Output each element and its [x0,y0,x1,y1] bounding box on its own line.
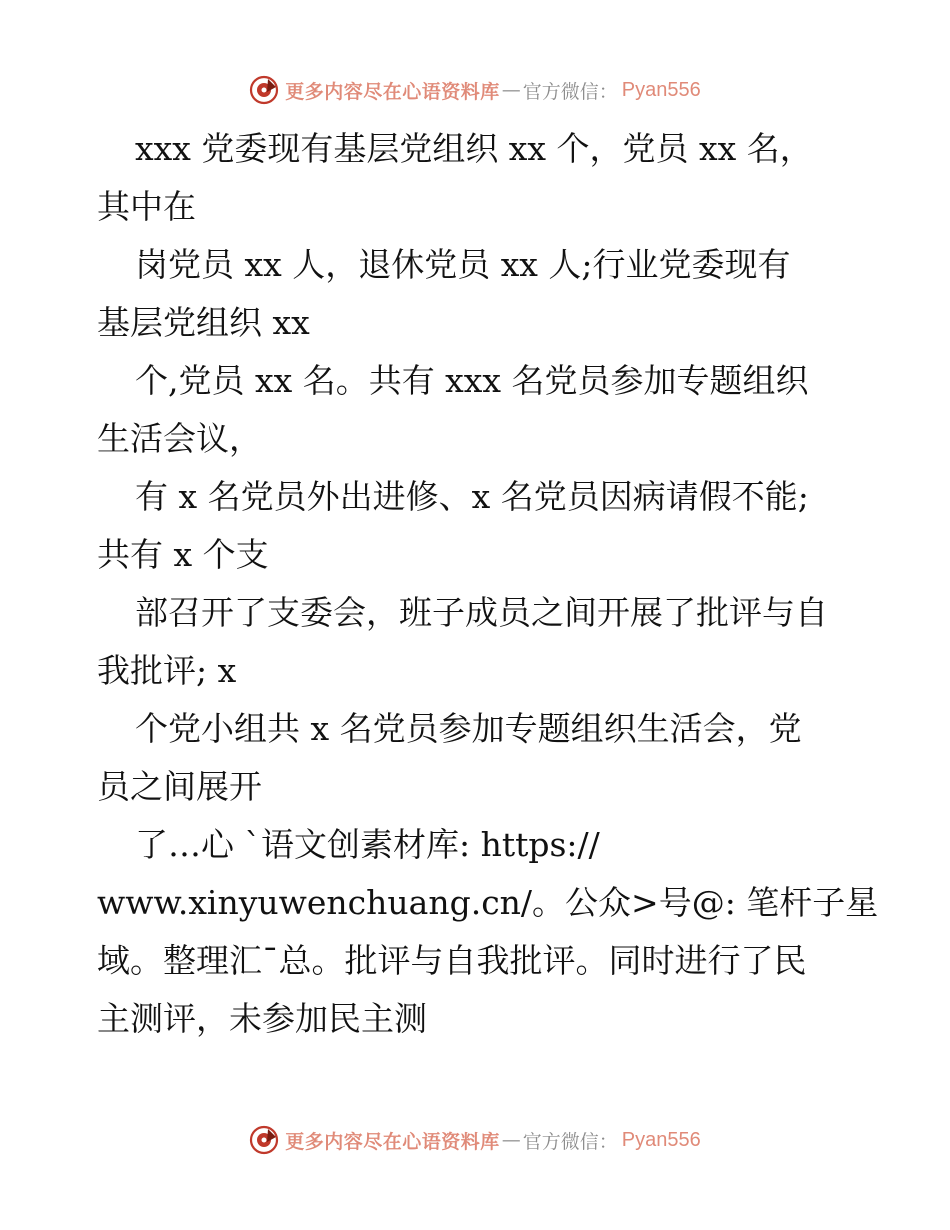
body-line: 生活会议， [97,419,262,458]
body-line: 员之间展开 [97,767,262,806]
header-title: 更多内容尽在心语资料库 [285,80,500,103]
body-line: 岗党员 xx 人，退休党员 xx 人;行业党委现有 [135,245,791,284]
header-banner [0,72,950,108]
body-line: 我批评; x [97,651,237,690]
body-line: 主测评，未参加民主测 [97,999,427,1038]
document-body [97,120,879,1048]
header-wechat-label: 官方微信： [522,80,618,103]
footer-dash: — [501,1129,521,1151]
body-line: 其中在 [97,187,196,226]
body-line: 个党小组共 x 名党员参加专题组织生活会，党 [135,709,802,748]
body-line: xxx 党委现有基层党组织 xx 个，党员 xx 名， [135,129,813,168]
body-line: 共有 x 个支 [97,535,269,574]
body-line: 个,党员 xx 名。共有 xxx 名党员参加专题组织 [135,361,809,400]
footer-wechat-account: Pyan556 [621,1128,701,1151]
brand-logo-icon [249,75,279,105]
body-line: 部召开了支委会，班子成员之间开展了批评与自 [135,593,828,632]
body-line: 基层党组织 xx [97,303,310,342]
footer-banner [0,1122,950,1158]
brand-logo-icon [249,1125,279,1155]
body-line: 了…心 `语文创素材库: https:// [135,825,600,864]
body-line: www.xinyuwenchuang.cn/。公众>号@: 笔杆子星 [97,883,879,922]
header-dash: — [501,79,521,101]
body-line: 有 x 名党员外出进修、x 名党员因病请假不能; [135,477,809,516]
footer-wechat-label: 官方微信： [522,1130,618,1153]
footer-title: 更多内容尽在心语资料库 [285,1130,500,1153]
header-wechat-account: Pyan556 [621,78,701,101]
body-line: 域。整理汇¯总。批评与自我批评。同时进行了民 [97,941,807,980]
